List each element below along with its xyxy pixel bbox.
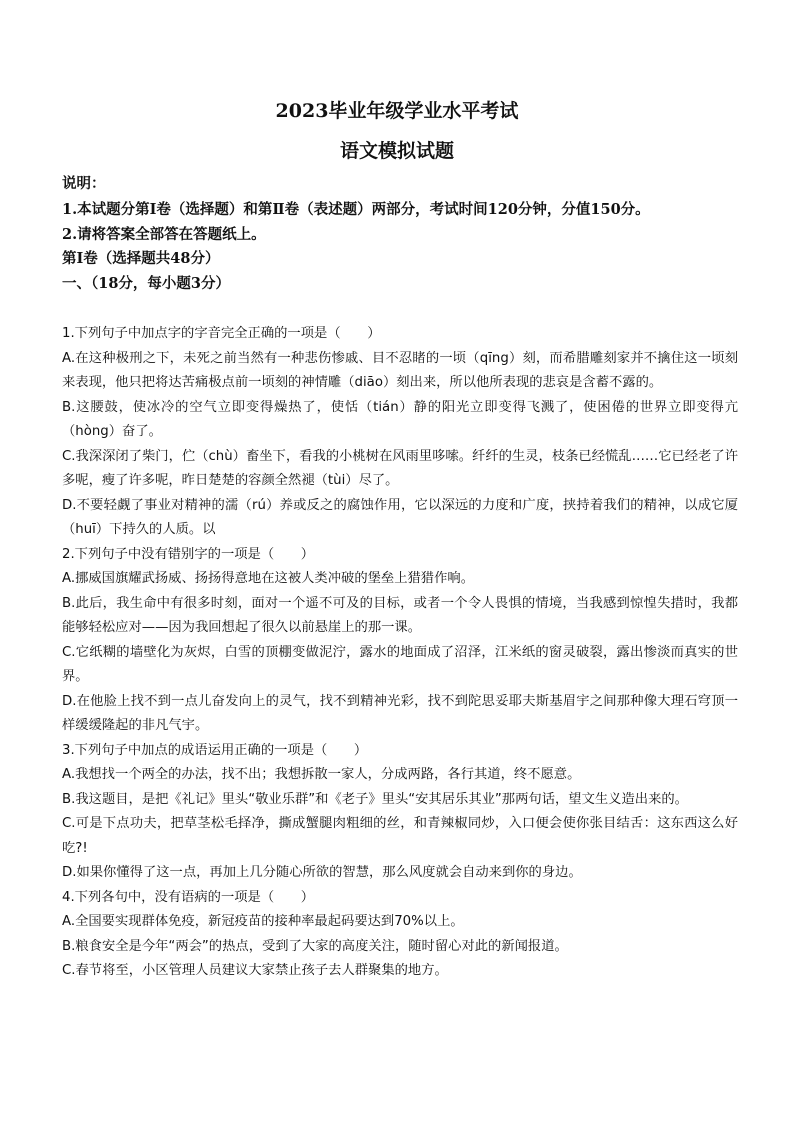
question-option: D.不要轻觑了事业对精神的濡（rú）养或反之的腐蚀作用，它以深远的力度和广度，挟持着我们的精神，以成它厦（huī）下持久的人质。以 — [62, 497, 738, 537]
question-option: D.在他脸上找不到一点儿奋发向上的灵气，找不到精神光彩，找不到陀思妥耶夫斯基眉宇之间那种像大理石穹顶一样缓缓隆起的非凡气宇。 — [62, 693, 738, 733]
question-option: D.如果你懂得了这一点，再加上几分随心所欲的智慧，那么风度就会自动来到你的身边。 — [62, 865, 582, 880]
question-option: C.我深深闭了柴门，伫（chù）畜坐下，看我的小桃树在风雨里哆嗦。纤纤的生灵，枝条已经慌乱……它已经老了许多呢，瘦了许多呢，昨日楚楚的容颜全然褪（tùi）尽了。 — [62, 448, 738, 488]
instruction-item: 1.本试题分第Ⅰ卷（选择题）和第Ⅱ卷（表述题）两部分，考试时间120分钟，分值150分。 — [62, 201, 650, 218]
questions-body — [62, 322, 738, 984]
question-stem: 4.下列各句中，没有语病的一项是（ ） — [62, 889, 315, 905]
question-stem: 3.下列句子中加点的成语运用正确的一项是（ ） — [62, 742, 368, 758]
question-option: A.全国要实现群体免疫，新冠疫苗的接种率最起码要达到70%以上。 — [62, 914, 464, 929]
question-option: B.此后，我生命中有很多时刻，面对一个遥不可及的目标，或者一个令人畏惧的情境，当我感到惊惶失措时，我都能够轻松应对——因为我回想起了很久以前悬崖上的那一课。 — [62, 595, 738, 635]
question-option: A.在这种极刑之下，未死之前当然有一种悲伤惨戚、目不忍睹的一顷（qīng）刻，而希腊雕刻家并不擒住这一顷刻来表现，他只把将达苦痛极点前一顷刻的神情雕（diāo）刻出来，所以他所表现的悲哀是含蓄不露的。 — [62, 350, 738, 390]
question-option: B.这腰鼓，使冰冷的空气立即变得燥热了，使恬（tián）静的阳光立即变得飞溅了，使困倦的世界立即变得亢（hòng）奋了。 — [62, 399, 738, 439]
instruction-item: 2.请将答案全部答在答题纸上。 — [62, 226, 266, 243]
question-stem: 2.下列句子中没有错别字的一项是（ ） — [62, 546, 315, 562]
exam-subtitle: 语文模拟试题 — [339, 140, 454, 162]
question-stem: 1.下列句子中加点字的字音完全正确的一项是（ ） — [62, 326, 381, 341]
question-option: A.我想找一个两全的办法，找不出；我想拆散一家人，分成两路，各行其道，终不愿意。 — [62, 767, 581, 782]
part-heading: 第Ⅰ卷（选择题共48分） — [62, 250, 220, 267]
question-option: C.春节将至，小区管理人员建议大家禁止孩子去人群聚集的地方。 — [62, 963, 448, 978]
question-option: C.可是下点功夫，把草茎松毛择净，撕成蟹腿肉粗细的丝，和青辣椒同炒，入口便会使你张目结舌：这东西这么好吃?! — [62, 816, 738, 856]
question-option: B.我这题目，是把《礼记》里头“敬业乐群”和《老子》里头“安其居乐其业”那两句话，望文生义造出来的。 — [62, 791, 688, 807]
question-option: A.挪威国旗耀武扬威、扬扬得意地在这被人类冲破的堡垒上猎猎作响。 — [62, 571, 474, 586]
instructions-label: 说明： — [62, 175, 106, 192]
exam-title: 2023毕业年级学业水平考试 — [275, 100, 519, 122]
question-option: C.它纸糊的墙壁化为灰烬，白雪的顶棚变做泥泞，露水的地面成了沼泽，江米纸的窗灵破裂，露出惨淡而真实的世界。 — [62, 644, 738, 684]
question-option: B.粮食安全是今年“两会”的热点，受到了大家的高度关注，随时留心对此的新闻报道。 — [62, 938, 568, 954]
group-heading: 一、（18分，每小题3分） — [62, 275, 231, 292]
